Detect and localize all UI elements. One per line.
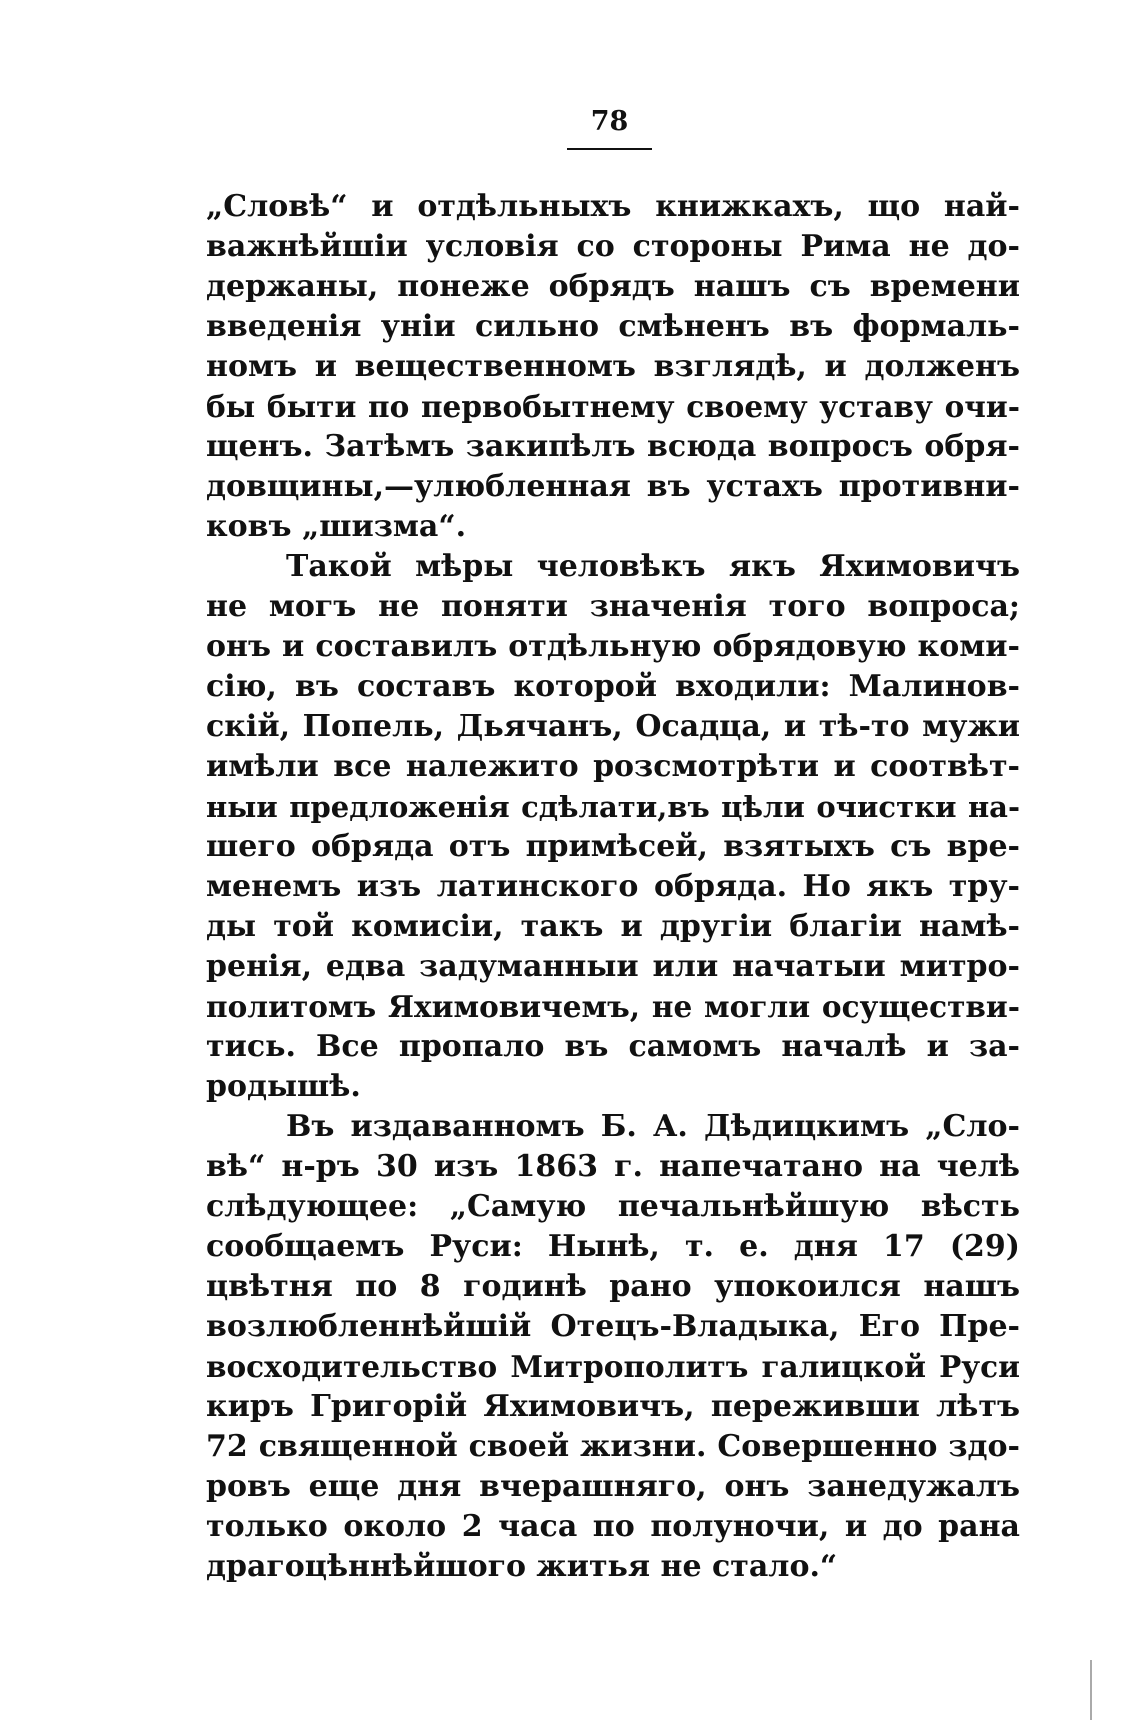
page-number-rule <box>567 148 652 150</box>
text-line: имѣли все належито розсмотрѣти и соотвѣт- <box>206 749 1020 784</box>
paragraph <box>206 187 1020 547</box>
text-line: щенъ. Затѣмъ закипѣлъ всюда вопросъ обря- <box>206 429 1020 464</box>
text-block <box>206 187 1020 1587</box>
text-line: возлюбленнѣйшій Отецъ-Владыка, Его Пре- <box>206 1309 1020 1344</box>
text-line: введенія уніи сильно смѣненъ въ формаль- <box>206 309 1020 344</box>
text-line: тись. Все пропало въ самомъ началѣ и за- <box>206 1029 1020 1064</box>
text-line: „Словѣ“ и отдѣльныхъ книжкахъ, що най- <box>206 189 1020 224</box>
text-line: ковъ „шизма“. <box>206 509 467 544</box>
text-line: цвѣтня по 8 годинѣ рано упокоился нашъ <box>206 1269 1020 1304</box>
text-line: менемъ изъ латинского обряда. Но якъ тру- <box>206 869 1020 904</box>
text-line: сообщаемъ Руси: Нынѣ, т. е. дня 17 (29) <box>206 1229 1020 1264</box>
text-line: Въ издаванномъ Б. А. Дѣдицкимъ „Сло- <box>286 1109 1020 1144</box>
text-line: драгоцѣннѣйшого житья не стало.“ <box>206 1549 838 1584</box>
text-line: 72 священной своей жизни. Совершенно здо- <box>206 1429 1020 1464</box>
text-line: довщины,—улюбленная въ устахъ противни- <box>206 469 1020 504</box>
scan-edge-mark <box>1090 1660 1104 1720</box>
text-line: держаны, понеже обрядъ нашъ съ времени <box>206 269 1020 304</box>
text-line: скій, Попель, Дьячанъ, Осадца, и тѣ-то мужи <box>206 709 1020 744</box>
text-line: важнѣйшіи условія со стороны Рима не до- <box>206 229 1020 264</box>
page-number: 78 <box>590 106 629 137</box>
text-line: ровъ еще дня вчерашняго, онъ занедужалъ <box>206 1469 1020 1504</box>
paragraph <box>206 1107 1020 1587</box>
text-line: слѣдующее: „Самую печальнѣйшую вѣсть <box>206 1189 1020 1224</box>
text-line: номъ и вещественномъ взглядѣ, и долженъ <box>206 349 1020 384</box>
text-line: ныи предложенія сдѣлати,въ цѣли очистки на- <box>206 790 1020 824</box>
text-line: Такой мѣры человѣкъ якъ Яхимовичъ <box>286 549 1020 584</box>
text-line: вѣ“ н-ръ 30 изъ 1863 г. напечатано на челѣ <box>206 1149 1020 1184</box>
paragraph <box>206 547 1020 1107</box>
text-line: сію, въ составъ которой входили: Малинов- <box>206 669 1020 704</box>
text-line: не могъ не поняти значенія того вопроса; <box>206 589 1020 624</box>
text-line: бы быти по первобытнему своему уставу очи- <box>206 389 1020 424</box>
text-line: родышѣ. <box>206 1069 361 1104</box>
text-line: шего обряда отъ примѣсей, взятыхъ съ вре- <box>206 829 1020 864</box>
text-line: только около 2 часа по полуночи, и до рана <box>206 1509 1020 1544</box>
text-line: политомъ Яхимовичемъ, не могли осуществи- <box>206 989 1020 1024</box>
text-line: восходительство Митрополитъ галицкой Руси <box>206 1349 1020 1384</box>
text-line: ды той комисіи, такъ и другіи благіи намѣ- <box>206 909 1020 944</box>
text-line: киръ Григорій Яхимовичъ, переживши лѣтъ <box>206 1389 1020 1424</box>
text-line: онъ и составилъ отдѣльную обрядовую коми- <box>206 629 1020 664</box>
text-line: ренія, едва задуманныи или начатыи митро- <box>206 949 1020 984</box>
